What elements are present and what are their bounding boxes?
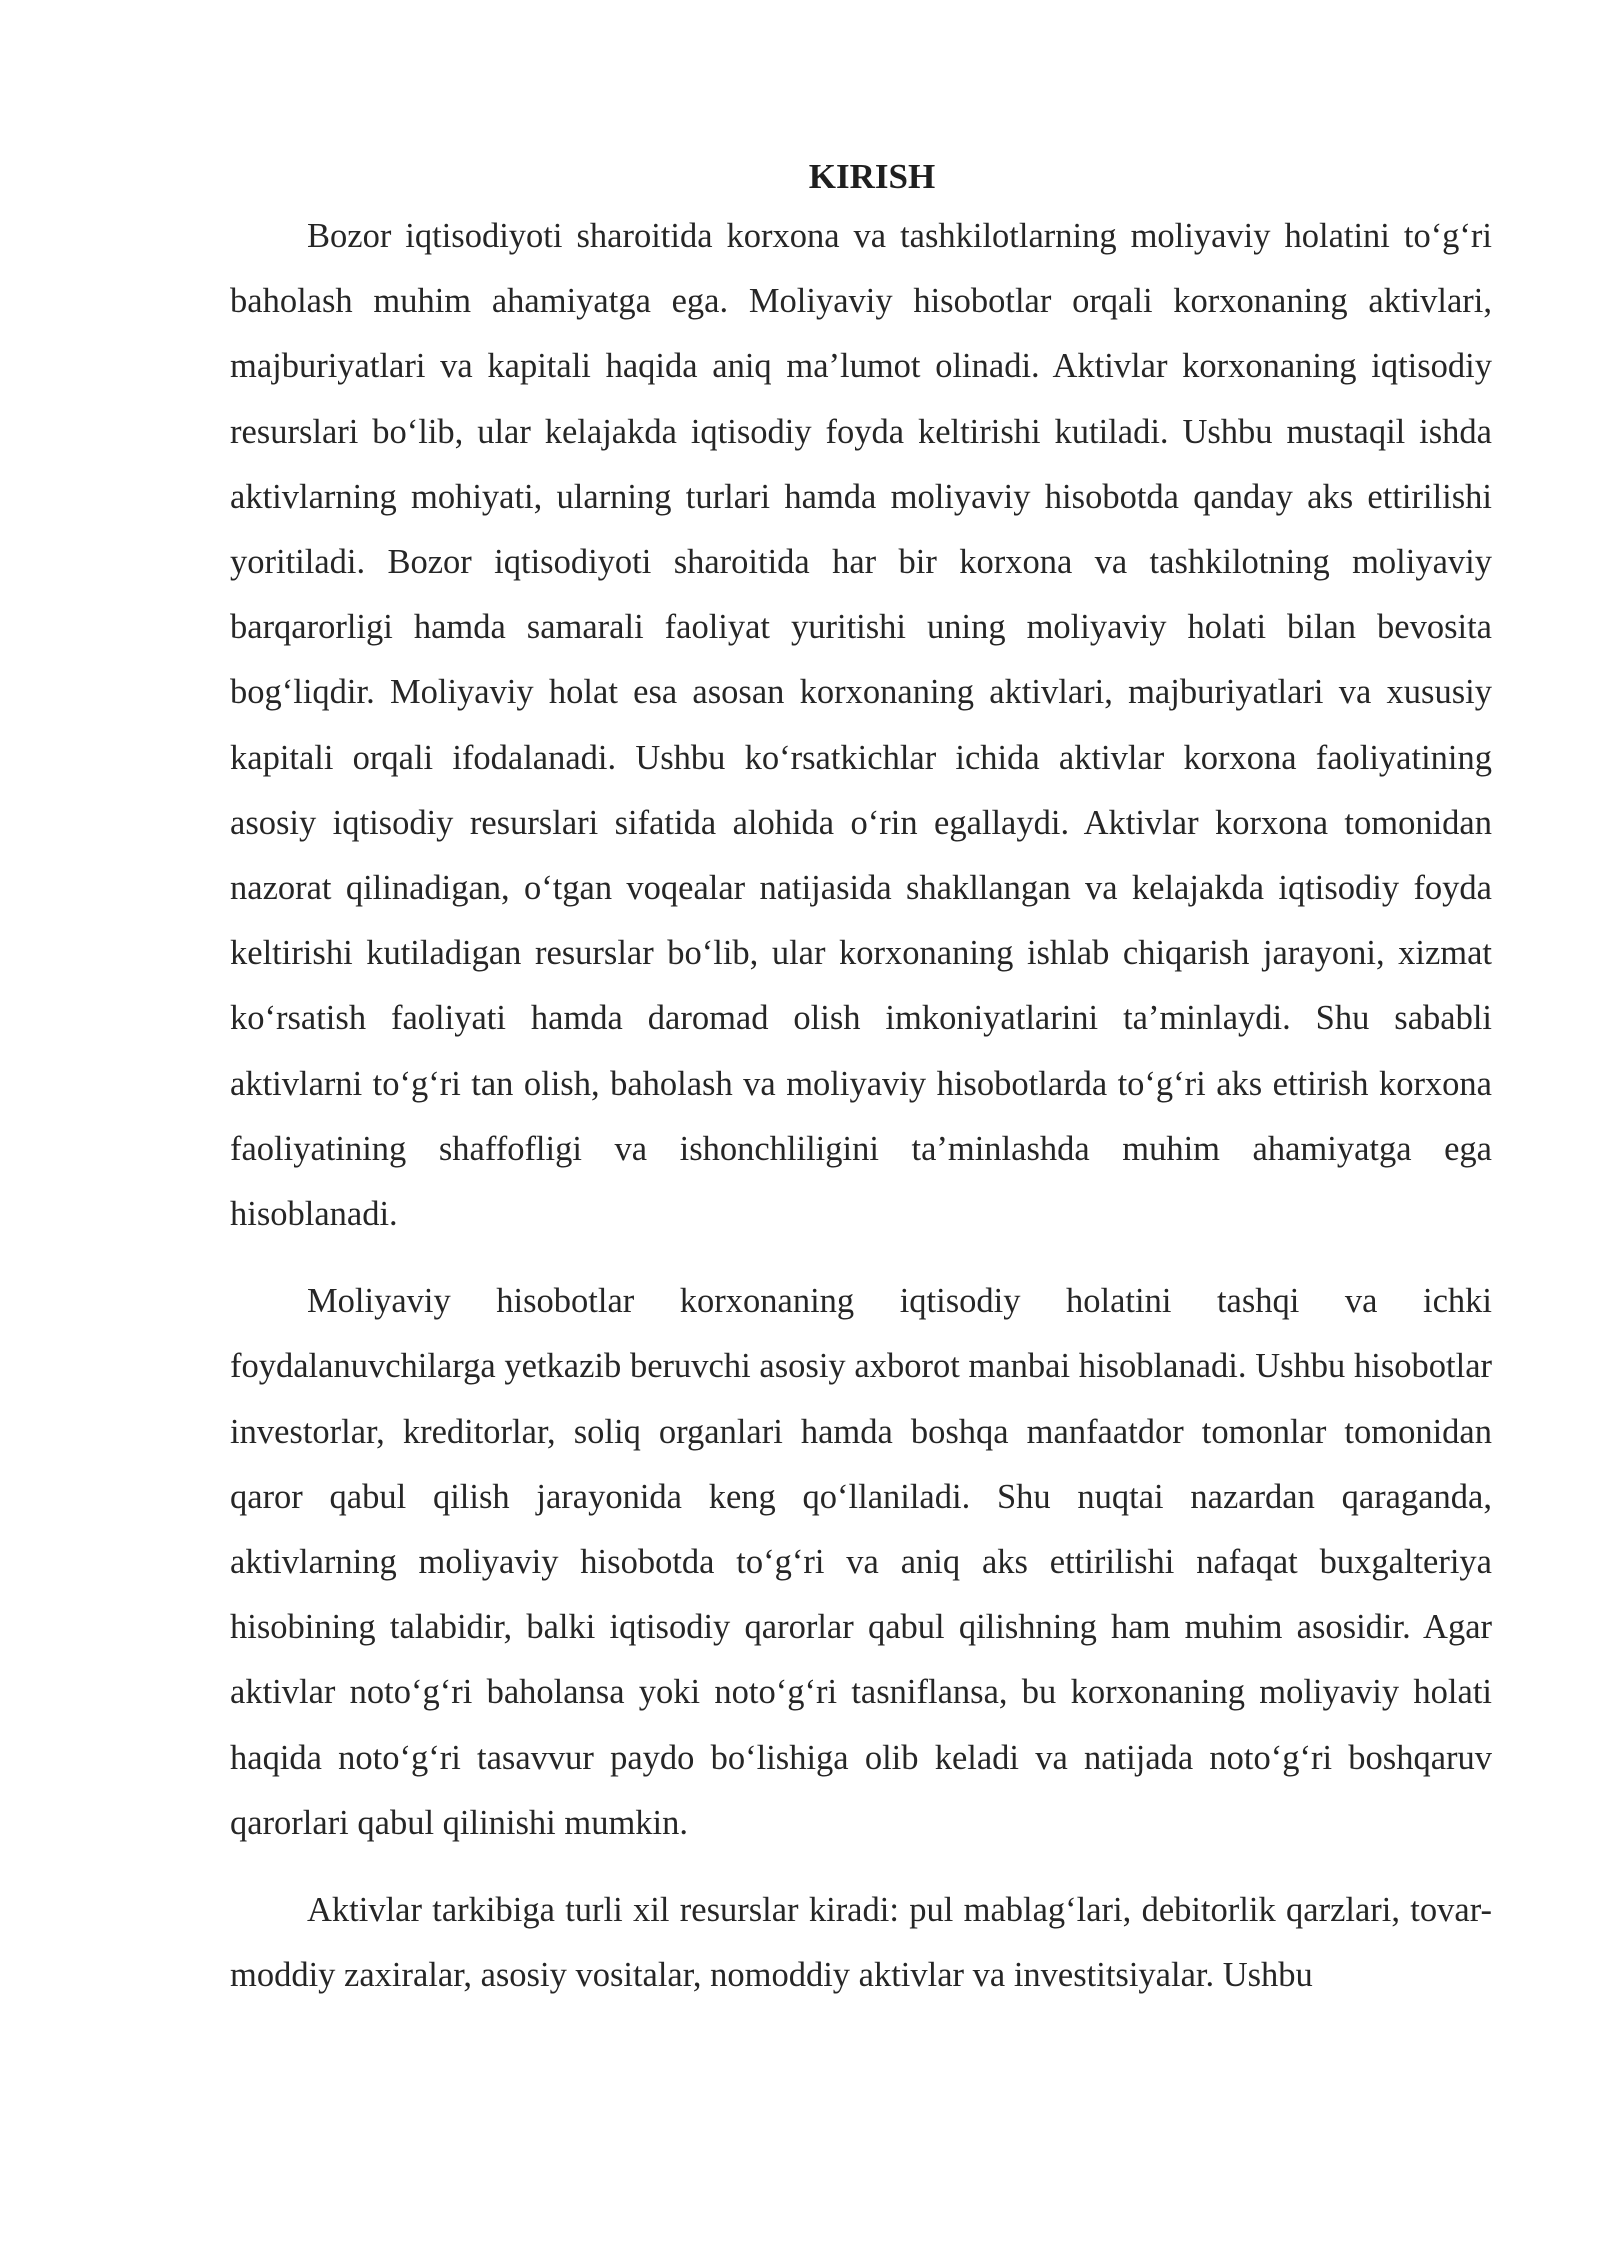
- section-heading: KIRISH: [808, 157, 936, 196]
- paragraph-2: Moliyaviy hisobotlar korxonaning iqtisodiy holatini tashqi va ichki foydalanuvchilarga yetkazib beruvchi asosiy axborot manbai hisoblanadi. Ushbu hisobotlar investorlar, kreditorlar, soliq organlari hamda boshqa manfaatdor tomonlar tomonidan qaror qabul qilish jarayonida keng qo‘llaniladi. Shu nuqtai nazardan qaraganda, aktivlarning moliyaviy hisobotda to‘g‘ri va aniq aks ettirilishi nafaqat buxgalteriya hisobining talabidir, balki iqtisodiy qarorlar qabul qilishning ham muhim asosidir. Agar aktivlar noto‘g‘ri baholansa yoki noto‘g‘ri tasniflansa, bu korxonaning moliyaviy holati haqida noto‘g‘ri tasavvur paydo bo‘lishiga olib keladi va natijada noto‘g‘ri boshqaruv qarorlari qabul qilinishi mumkin.: [230, 1282, 1492, 1842]
- paragraph-3: Aktivlar tarkibiga turli xil resurslar kiradi: pul mablag‘lari, debitorlik qarzlari, tovar-moddiy zaxiralar, asosiy vositalar, nomoddiy aktivlar va investitsiyalar. Ushbu: [230, 1891, 1492, 1995]
- document-body: [230, 150, 1492, 2008]
- paragraph-1: Bozor iqtisodiyoti sharoitida korxona va tashkilotlarning moliyaviy holatini to‘g‘ri baholash muhim ahamiyatga ega. Moliyaviy hisobotlar orqali korxonaning aktivlari, majburiyatlari va kapitali haqida aniq ma’lumot olinadi. Aktivlar korxonaning iqtisodiy resurslari bo‘lib, ular kelajakda iqtisodiy foyda keltirishi kutiladi. Ushbu mustaqil ishda aktivlarning mohiyati, ularning turlari hamda moliyaviy hisobotda qanday aks ettirilishi yoritiladi. Bozor iqtisodiyoti sharoitida har bir korxona va tashkilotning moliyaviy barqarorligi hamda samarali faoliyat yuritishi uning moliyaviy holati bilan bevosita bog‘liqdir. Moliyaviy holat esa asosan korxonaning aktivlari, majburiyatlari va xususiy kapitali orqali ifodalanadi. Ushbu ko‘rsatkichlar ichida aktivlar korxona faoliyatining asosiy iqtisodiy resurslari sifatida alohida o‘rin egallaydi. Aktivlar korxona tomonidan nazorat qilinadigan, o‘tgan voqealar natijasida shakllangan va kelajakda iqtisodiy foyda keltirishi kutiladigan resurslar bo‘lib, ular korxonaning ishlab chiqarish jarayoni, xizmat ko‘rsatish faoliyati hamda daromad olish imkoniyatlarini ta’minlaydi. Shu sababli aktivlarni to‘g‘ri tan olish, baholash va moliyaviy hisobotlarda to‘g‘ri aks ettirish korxona faoliyatining shaffofligi va ishonchliligini ta’minlashda muhim ahamiyatga ega hisoblanadi.: [230, 217, 1492, 1234]
